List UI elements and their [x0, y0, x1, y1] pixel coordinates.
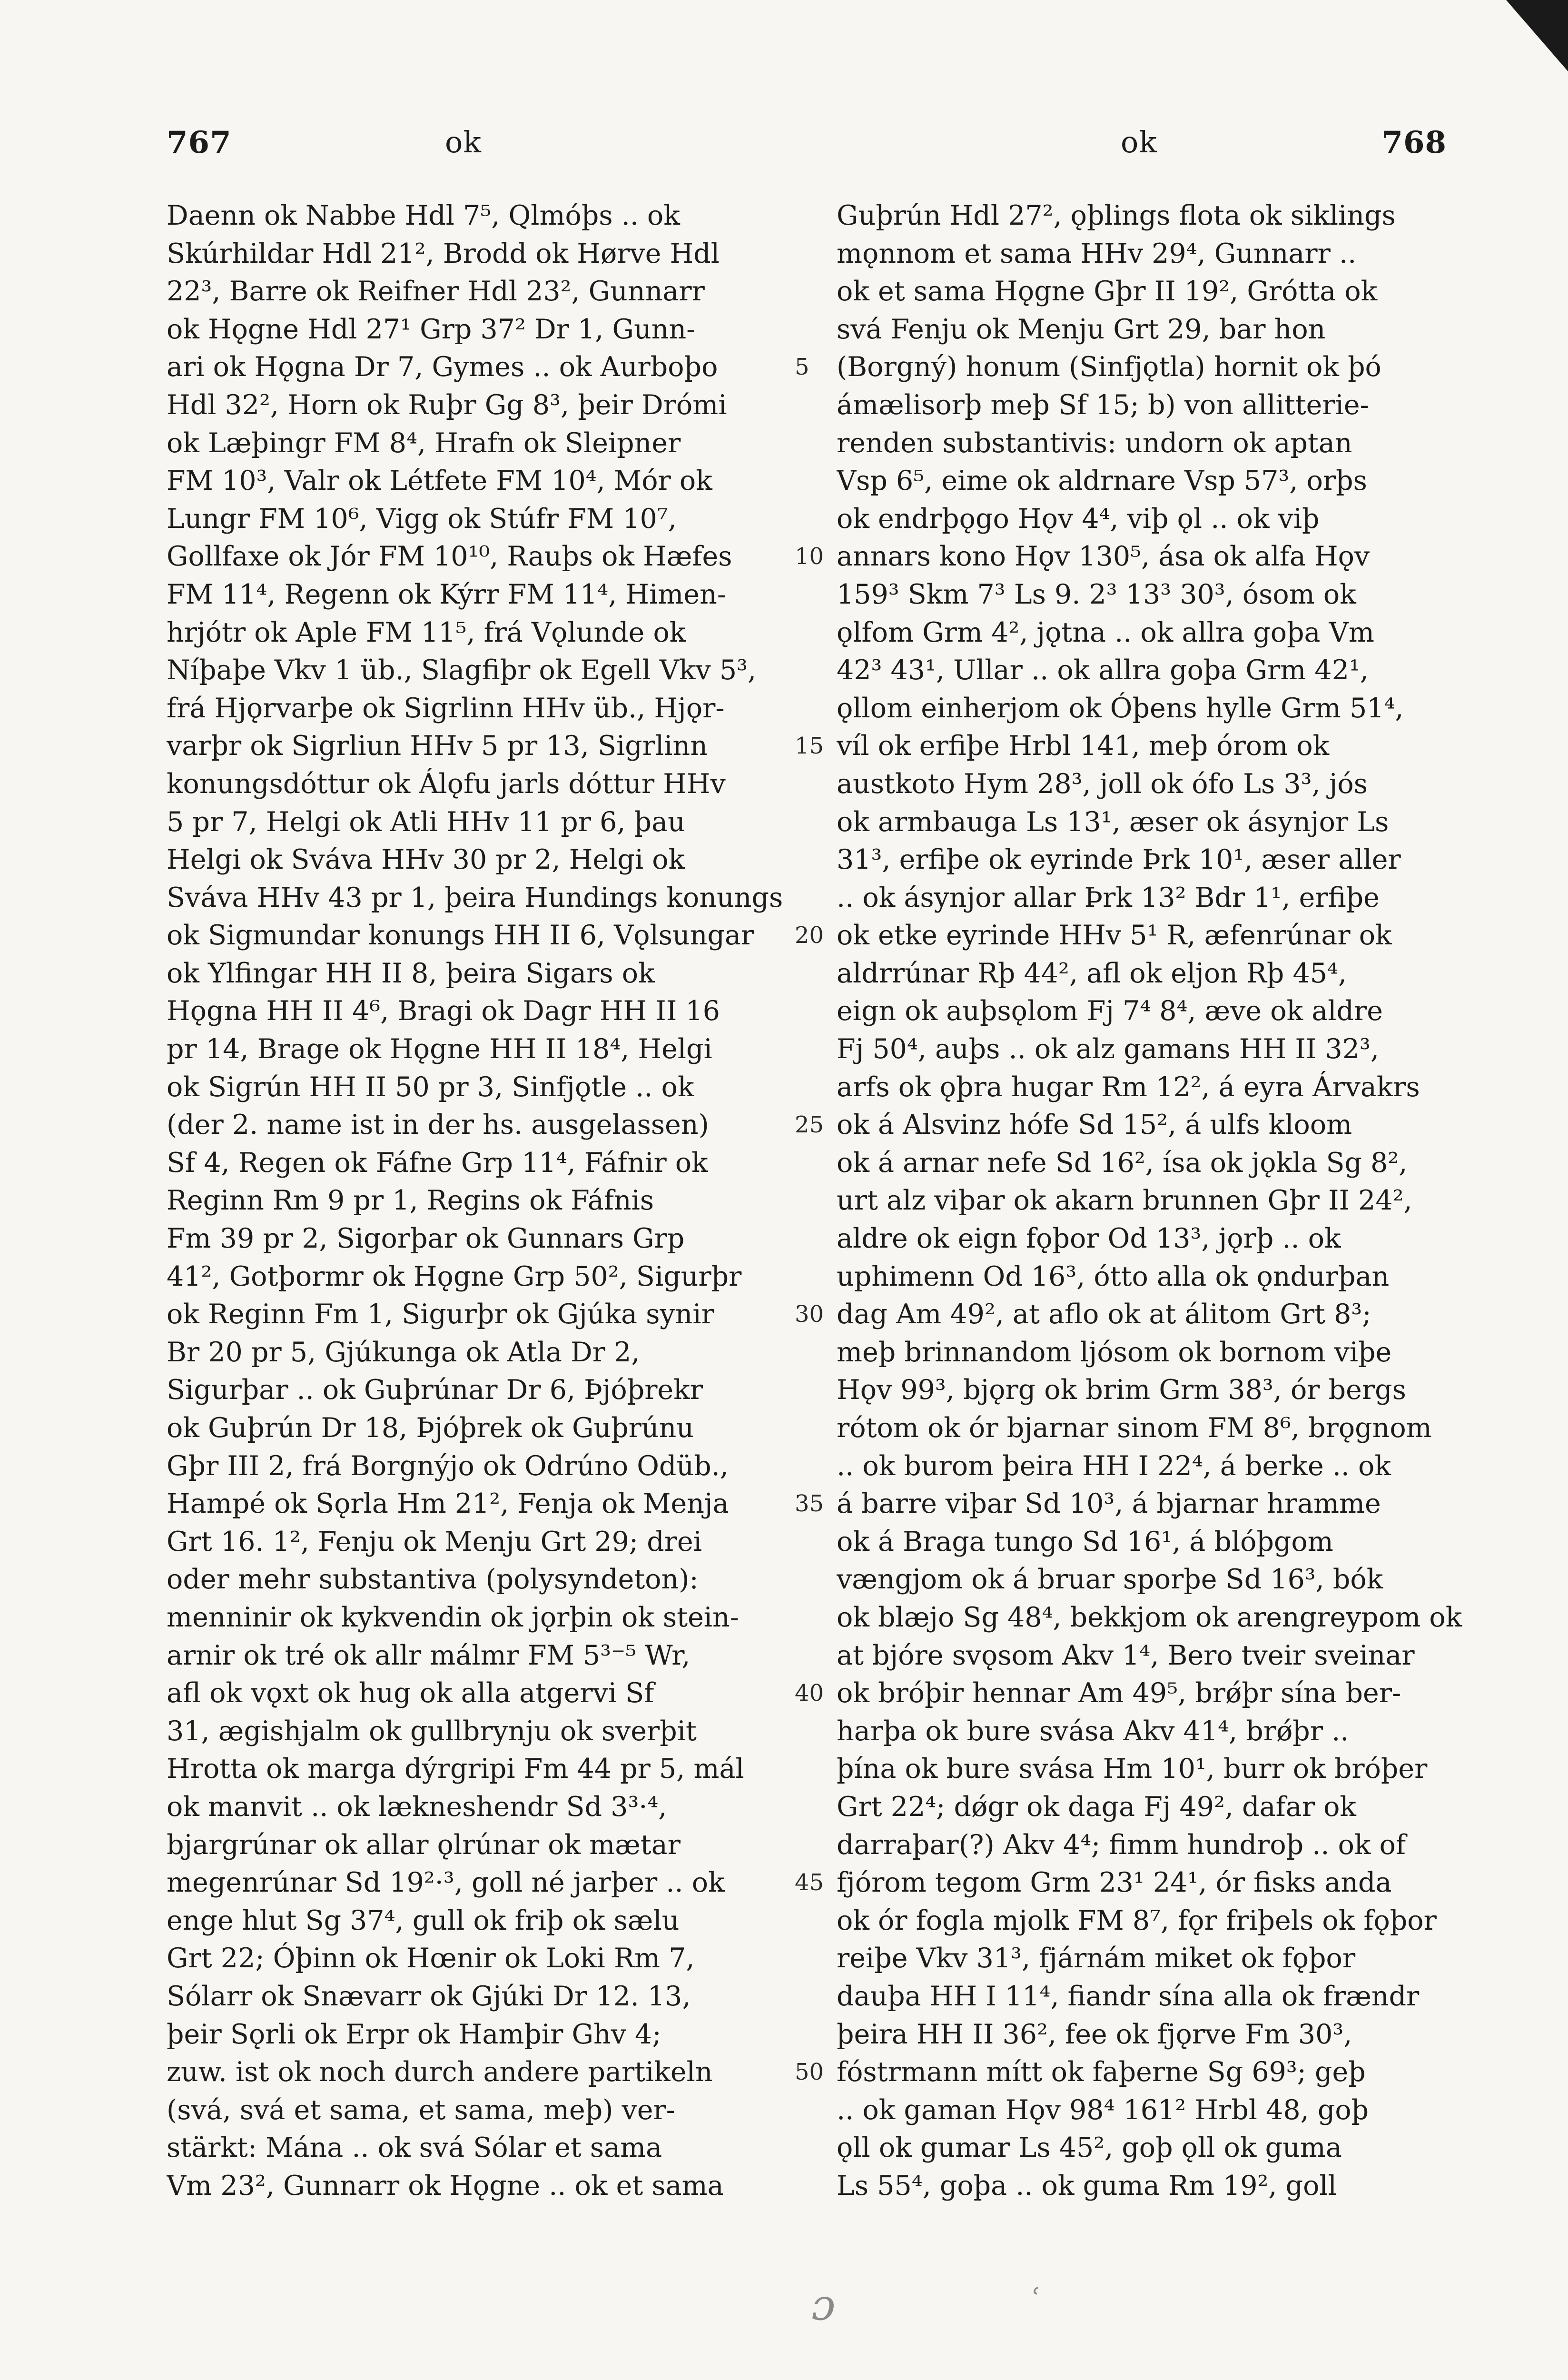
- text-line: ok Hǫgne Hdl 27¹ Grp 37² Dr 1, Gunn-: [167, 313, 696, 345]
- text-line: afl ok vǫxt ok hug ok alla atgervi Sf: [167, 1677, 654, 1709]
- text-line: Skúrhildar Hdl 21², Brodd ok Hørve Hdl: [167, 238, 720, 269]
- text-line: ok armbauga Ls 13¹, æser ok ásynjor Ls: [837, 806, 1389, 838]
- pencil-mark: ɔ: [811, 2280, 836, 2330]
- text-line: ok Ylfingar HH II 8, þeira Sigars ok: [167, 957, 655, 989]
- text-line: pr 14, Brage ok Hǫgne HH II 18⁴, Helgi: [167, 1033, 712, 1065]
- text-line: varþr ok Sigrliun HHv 5 pr 13, Sigrlinn: [167, 730, 708, 762]
- text-line: urt alz viþar ok akarn brunnen Gþr II 24²,: [837, 1185, 1412, 1217]
- text-line: ok etke eyrinde HHv 5¹ R, æfenrúnar ok: [837, 920, 1392, 952]
- text-line: svá Fenju ok Menju Grt 29, bar hon: [837, 313, 1326, 345]
- text-line: bjargrúnar ok allar ǫlrúnar ok mætar: [167, 1829, 680, 1861]
- page-number-right: 768: [1381, 125, 1447, 160]
- text-line: Gollfaxe ok Jór FM 10¹⁰, Rauþs ok Hæfes: [167, 541, 732, 573]
- text-line: Br 20 pr 5, Gjúkunga ok Atla Dr 2,: [167, 1336, 640, 1368]
- text-line: mǫnnom et sama HHv 29⁴, Gunnarr ..: [837, 238, 1357, 269]
- line-number: 10: [795, 543, 824, 570]
- line-number: 20: [795, 922, 824, 949]
- text-line: ok á Alsvinz hófe Sd 15², á ulfs kloom: [837, 1109, 1352, 1141]
- text-line: Hǫgna HH II 4⁶, Bragi ok Dagr HH II 16: [167, 995, 720, 1027]
- line-number: 40: [795, 1680, 824, 1707]
- text-line: Vsp 6⁵, eime ok aldrnare Vsp 57³, orþs: [837, 465, 1367, 497]
- text-line: ámælisorþ meþ Sf 15; b) von allitterie-: [837, 389, 1369, 421]
- text-line: Vm 23², Gunnarr ok Hǫgne .. ok et sama: [167, 2170, 724, 2202]
- text-line: arfs ok ǫþra hugar Rm 12², á eyra Árvakrs: [837, 1071, 1420, 1103]
- text-line: ok Reginn Fm 1, Sigurþr ok Gjúka synir: [167, 1299, 714, 1330]
- text-line: at bjóre svǫsom Akv 1⁴, Bero tveir sveinar: [837, 1639, 1415, 1671]
- line-number: 15: [795, 733, 824, 760]
- text-line: stärkt: Mána .. ok svá Sólar et sama: [167, 2132, 662, 2164]
- text-line: þeira HH II 36², fee ok fjǫrve Fm 30³,: [837, 2018, 1352, 2050]
- text-line: konungsdóttur ok Álǫfu jarls dóttur HHv: [167, 768, 726, 800]
- text-line: víl ok erfiþe Hrbl 141, meþ órom ok: [837, 730, 1330, 762]
- text-line: Helgi ok Sváva HHv 30 pr 2, Helgi ok: [167, 844, 685, 876]
- pencil-mark-small: ʿ: [1030, 2282, 1039, 2316]
- text-line: darraþar(?) Akv 4⁴; fimm hundroþ .. ok of: [837, 1829, 1406, 1861]
- text-line: enge hlut Sg 37⁴, gull ok friþ ok sælu: [167, 1904, 680, 1936]
- text-line: ok Guþrún Dr 18, Þjóþrek ok Guþrúnu: [167, 1412, 694, 1444]
- text-line: Sólarr ok Snævarr ok Gjúki Dr 12. 13,: [167, 1980, 691, 2012]
- scan-corner-mark: [1506, 0, 1568, 71]
- left-text-column: [167, 197, 792, 2205]
- text-line: Grt 16. 1², Fenju ok Menju Grt 29; drei: [167, 1526, 702, 1557]
- text-line: ok Sigrún HH II 50 pr 3, Sinfjǫtle .. ok: [167, 1071, 694, 1103]
- text-line: Sf 4, Regen ok Fáfne Grp 11⁴, Fáfnir ok: [167, 1147, 708, 1179]
- text-line: FM 10³, Valr ok Létfete FM 10⁴, Mór ok: [167, 465, 712, 497]
- text-line: 41², Gotþormr ok Hǫgne Grp 50², Sigurþr: [167, 1260, 742, 1292]
- text-line: fjórom tegom Grm 23¹ 24¹, ór fisks anda: [837, 1867, 1392, 1899]
- text-line: dauþa HH I 11⁴, fiandr sína alla ok frændr: [837, 1980, 1420, 2012]
- text-line: reiþe Vkv 31³, fjárnám miket ok fǫþor: [837, 1943, 1356, 1974]
- text-line: dag Am 49², at aflo ok at álitom Grt 8³;: [837, 1299, 1371, 1330]
- text-line: FM 11⁴, Regenn ok Kýrr FM 11⁴, Himen-: [167, 578, 727, 610]
- text-line: Fj 50⁴, auþs .. ok alz gamans HH II 32³,: [837, 1033, 1379, 1065]
- text-line: .. ok ásynjor allar Þrk 13² Bdr 1¹, erfiþe: [837, 882, 1380, 913]
- text-line: eign ok auþsǫlom Fj 7⁴ 8⁴, æve ok aldre: [837, 995, 1383, 1027]
- text-line: þína ok bure svása Hm 10¹, burr ok bróþer: [837, 1753, 1428, 1785]
- text-line: 22³, Barre ok Reifner Hdl 23², Gunnarr: [167, 276, 705, 307]
- text-line: Gþr III 2, frá Borgnýjo ok Odrúno Odüb.,: [167, 1450, 729, 1482]
- text-line: Hrotta ok marga dýrgripi Fm 44 pr 5, mál: [167, 1753, 744, 1785]
- text-line: Fm 39 pr 2, Sigorþar ok Gunnars Grp: [167, 1223, 685, 1255]
- text-line: uphimenn Od 16³, ótto alla ok ǫndurþan: [837, 1260, 1390, 1292]
- text-line: ari ok Hǫgna Dr 7, Gymes .. ok Aurboþo: [167, 351, 718, 383]
- text-line: Grt 22; Óþinn ok Hœnir ok Loki Rm 7,: [167, 1943, 695, 1974]
- text-line: ok á arnar nefe Sd 16², ísa ok jǫkla Sg 8²,: [837, 1147, 1408, 1179]
- text-line: austkoto Hym 28³, joll ok ófo Ls 3³, jós: [837, 768, 1368, 800]
- text-line: Hǫv 99³, bjǫrg ok brim Grm 38³, ór bergs: [837, 1374, 1406, 1406]
- text-line: megenrúnar Sd 19²·³, goll né jarþer .. ok: [167, 1867, 725, 1899]
- text-line: 31³, erfiþe ok eyrinde Þrk 10¹, æser aller: [837, 844, 1401, 876]
- text-line: ok et sama Hǫgne Gþr II 19², Grótta ok: [837, 276, 1378, 307]
- text-line: ok blæjo Sg 48⁴, bekkjom ok arengreypom ok: [837, 1601, 1462, 1633]
- text-line: .. ok gaman Hǫv 98⁴ 161² Hrbl 48, goþ: [837, 2094, 1369, 2126]
- text-line: 31, ægishjalm ok gullbrynju ok sverþit: [167, 1715, 697, 1747]
- text-line: Guþrún Hdl 27², ǫþlings flota ok siklings: [837, 200, 1396, 231]
- text-line: Lungr FM 10⁶, Vigg ok Stúfr FM 10⁷,: [167, 503, 677, 535]
- text-line: menninir ok kykvendin ok jǫrþin ok stein-: [167, 1601, 740, 1633]
- text-line: vængjom ok á bruar sporþe Sd 16³, bók: [837, 1564, 1383, 1596]
- text-line: ǫll ok gumar Ls 45², goþ ǫll ok guma: [837, 2132, 1342, 2164]
- text-line: .. ok burom þeira HH I 22⁴, á berke .. ok: [837, 1450, 1391, 1482]
- text-line: Daenn ok Nabbe Hdl 7⁵, Qlmóþs .. ok: [167, 200, 680, 231]
- text-line: ǫllom einherjom ok Óþens hylle Grm 51⁴,: [837, 692, 1404, 724]
- text-line: ok endrþǫgo Hǫv 4⁴, viþ ǫl .. ok viþ: [837, 503, 1320, 535]
- running-headword-left: ok: [445, 125, 482, 159]
- text-line: Grt 22⁴; dǿgr ok daga Fj 49², dafar ok: [837, 1791, 1356, 1823]
- text-line: harþa ok bure svása Akv 41⁴, brǿþr ..: [837, 1715, 1349, 1747]
- text-line: þeir Sǫrli ok Erpr ok Hamþir Ghv 4;: [167, 2018, 661, 2050]
- line-number: 5: [795, 354, 809, 381]
- page-number-left: 767: [167, 125, 232, 160]
- text-line: 5 pr 7, Helgi ok Atli HHv 11 pr 6, þau: [167, 806, 685, 838]
- line-number: 50: [795, 2059, 824, 2086]
- text-line: rótom ok ór bjarnar sinom FM 8⁶, brǫgnom: [837, 1412, 1432, 1444]
- line-number: 25: [795, 1111, 824, 1139]
- line-number: 30: [795, 1301, 824, 1328]
- text-line: á barre viþar Sd 10³, á bjarnar hramme: [837, 1488, 1381, 1520]
- text-line: arnir ok tré ok allr málmr FM 5³⁻⁵ Wr,: [167, 1639, 690, 1671]
- line-number: 35: [795, 1490, 824, 1517]
- text-line: fóstrmann mítt ok faþerne Sg 69³; geþ: [837, 2056, 1366, 2088]
- text-line: 159³ Skm 7³ Ls 9. 2³ 13³ 30³, ósom ok: [837, 578, 1356, 610]
- text-line: aldre ok eign fǫþor Od 13³, jǫrþ .. ok: [837, 1223, 1341, 1255]
- text-line: Sigurþar .. ok Guþrúnar Dr 6, Þjóþrekr: [167, 1374, 703, 1406]
- text-line: ok á Braga tungo Sd 16¹, á blóþgom: [837, 1526, 1333, 1557]
- text-line: 42³ 43¹, Ullar .. ok allra goþa Grm 42¹,: [837, 654, 1369, 686]
- text-line: hrjótr ok Aple FM 11⁵, frá Vǫlunde ok: [167, 616, 686, 648]
- line-number: 45: [795, 1869, 824, 1896]
- text-line: renden substantivis: undorn ok aptan: [837, 427, 1352, 459]
- text-line: Reginn Rm 9 pr 1, Regins ok Fáfnis: [167, 1185, 654, 1217]
- text-line: Hdl 32², Horn ok Ruþr Gg 8³, þeir Drómi: [167, 389, 727, 421]
- text-line: ok ór fogla mjolk FM 8⁷, fǫr friþels ok fǫþor: [837, 1904, 1437, 1936]
- right-text-column: [837, 197, 1462, 2205]
- text-line: ok Sigmundar konungs HH II 6, Vǫlsungar: [167, 920, 754, 952]
- text-line: Níþaþe Vkv 1 üb., Slagfiþr ok Egell Vkv 5³,: [167, 654, 757, 686]
- text-line: meþ brinnandom ljósom ok bornom viþe: [837, 1336, 1392, 1368]
- text-line: (Borgný) honum (Sinfjǫtla) hornit ok þó: [837, 351, 1381, 383]
- text-line: ok bróþir hennar Am 49⁵, brǿþr sína ber-: [837, 1677, 1401, 1709]
- text-line: zuw. ist ok noch durch andere partikeln: [167, 2056, 713, 2088]
- text-line: Ls 55⁴, goþa .. ok guma Rm 19², goll: [837, 2170, 1337, 2202]
- text-line: ok manvit .. ok lækneshendr Sd 3³·⁴,: [167, 1791, 667, 1823]
- text-line: Sváva HHv 43 pr 1, þeira Hundings konungs: [167, 882, 783, 913]
- text-line: annars kono Hǫv 130⁵, ása ok alfa Hǫv: [837, 541, 1370, 573]
- text-line: (der 2. name ist in der hs. ausgelassen): [167, 1109, 709, 1141]
- text-line: Hampé ok Sǫrla Hm 21², Fenja ok Menja: [167, 1488, 729, 1520]
- text-line: oder mehr substantiva (polysyndeton):: [167, 1564, 699, 1596]
- text-line: aldrrúnar Rþ 44², afl ok eljon Rþ 45⁴,: [837, 957, 1347, 989]
- text-line: (svá, svá et sama, et sama, meþ) ver-: [167, 2094, 676, 2126]
- text-line: ǫlfom Grm 4², jǫtna .. ok allra goþa Vm: [837, 616, 1374, 648]
- text-line: frá Hjǫrvarþe ok Sigrlinn HHv üb., Hjǫr-: [167, 692, 725, 724]
- running-headword-right: ok: [1121, 125, 1157, 159]
- text-line: ok Læþingr FM 8⁴, Hrafn ok Sleipner: [167, 427, 681, 459]
